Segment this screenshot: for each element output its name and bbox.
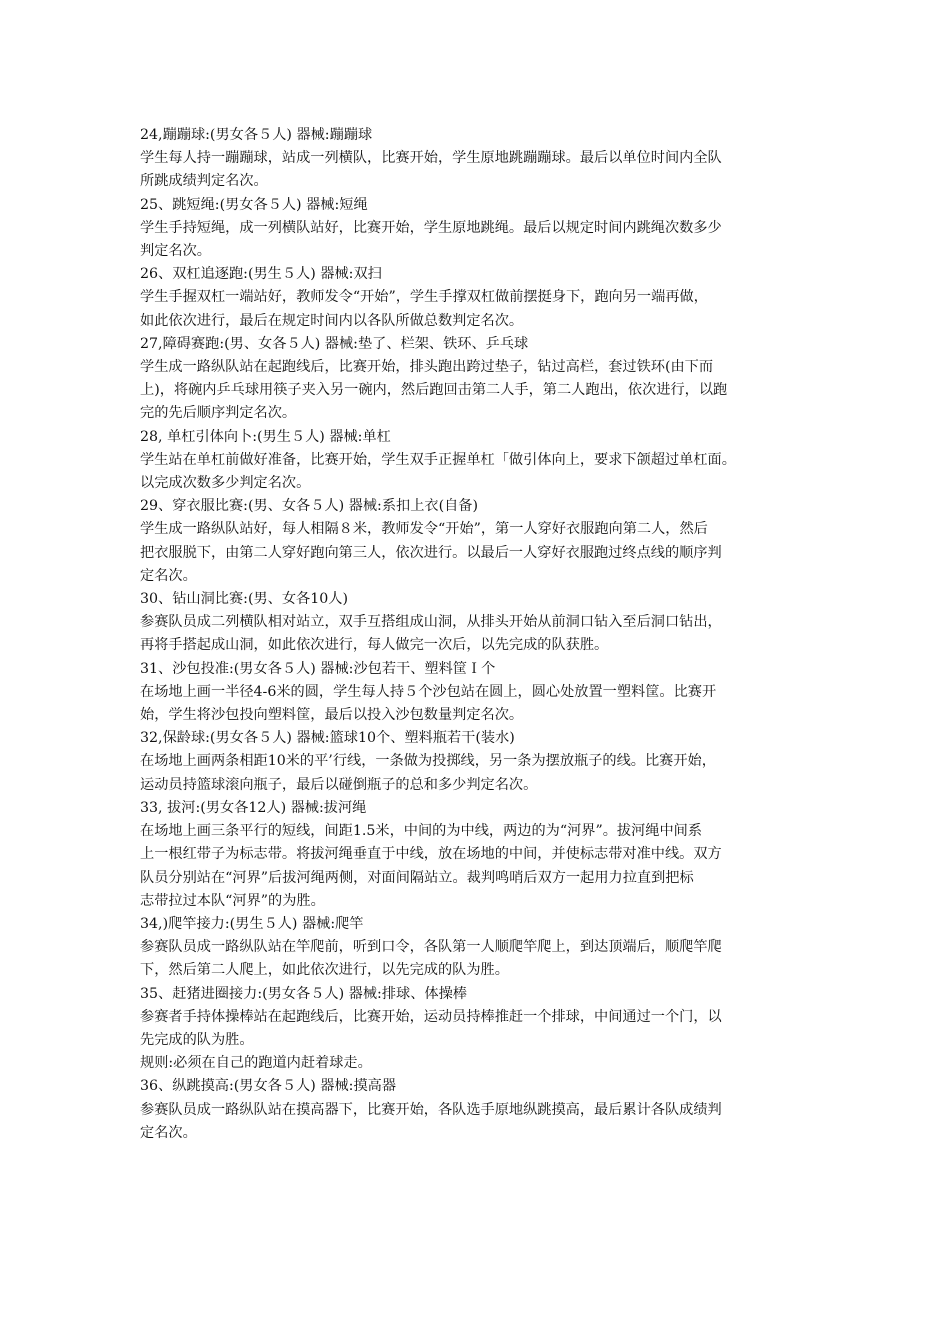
paragraph-27-line-1: 学生成一路纵队站在起跑线后，比赛开始，排头跑出跨过垫子，钻过高栏，套过铁环(由下而 — [140, 359, 714, 376]
paragraph-26-line-1: 学生手握双杠一端站好，教师发令“开始”，学生手撑双杠做前摆挺身下，跑向另一端再做， — [140, 289, 708, 306]
paragraph-24-line-2: 所跳成绩判定名次。 — [140, 173, 268, 190]
heading-34: 34,)爬竿接力:(男生５人) 器械:爬竿 — [140, 915, 364, 932]
paragraph-28-line-2: 以完成次数多少判定名次。 — [140, 475, 311, 492]
heading-24: 24,蹦蹦球:(男女各５人) 器械:蹦蹦球 — [140, 127, 373, 143]
paragraph-26-line-2: 如此依次进行，最后在规定时间内以各队所做总数判定名次。 — [140, 312, 524, 329]
paragraph-34-line-1: 参赛队员成一路纵队站在竿爬前，听到口令，各队第一人顺爬竿爬上，到达顶端后，顺爬竿爬 — [140, 939, 722, 956]
paragraph-33-line-2: 上一根红带子为标志带。将拔河绳垂直于中线，放在场地的中间，并使标志带对准中线。双方 — [140, 846, 722, 863]
paragraph-31-line-2: 始，学生将沙包投向塑料筐，最后以投入沙包数量判定名次。 — [140, 707, 524, 724]
paragraph-32-line-2: 运动员持篮球滚向瓶子，最后以碰倒瓶子的总和多少判定名次。 — [140, 776, 538, 793]
paragraph-33-line-3: 队员分别站在“河界”后拔河绳两侧，对面间隔站立。裁判鸣哨后双方一起用力拉直到把标 — [140, 869, 694, 886]
heading-31: 31、沙包投准:(男女各５人) 器械:沙包若干、塑料筐Ｉ个 — [140, 660, 496, 677]
heading-33: 33, 拔河:(男女各12人) 器械:拔河绳 — [140, 799, 367, 816]
paragraph-34-line-2: 下，然后第二人爬上，如此依次进行，以先完成的队为胜。 — [140, 962, 509, 979]
paragraph-25-line-1: 学生手持短绳，成一列横队站好，比赛开始，学生原地跳绳。最后以规定时间内跳绳次数多少 — [140, 219, 722, 236]
paragraph-27-line-2: 上)，将碗内乒乓球用筷子夹入另一碗内，然后跑回击第二人手，第二人跑出，依次进行，以跑 — [140, 382, 728, 399]
heading-25: 25、跳短绳:(男女各５人) 器械:短绳 — [140, 196, 368, 213]
paragraph-30-line-1: 参赛队员成二列横队相对站立，双手互搭组成山洞，从排头开始从前洞口钻入至后洞口钻出， — [140, 614, 722, 631]
heading-32: 32,保龄球:(男女各５人) 器械:篮球10个、塑料瓶若干(装水) — [140, 730, 515, 747]
document-body — [140, 124, 814, 1145]
paragraph-30-line-2: 再将手搭起成山洞，如此依次进行，每人做完一次后，以先完成的队获胜。 — [140, 637, 609, 654]
paragraph-29-line-3: 定名次。 — [140, 567, 197, 584]
paragraph-33-line-1: 在场地上画三条平行的短线，间距1.5米，中间的为中线，两边的为“河界”。拔河绳中间系 — [140, 823, 703, 840]
paragraph-35-line-2: 先完成的队为胜。 — [140, 1031, 254, 1048]
paragraph-28-line-1: 学生站在单杠前做好准备，比赛开始，学生双手正握单杠「做引体向上，要求下颌超过单杠面。 — [140, 451, 736, 468]
paragraph-33-line-4: 志带拉过本队“河界”的为胜。 — [140, 892, 325, 909]
paragraph-31-line-1: 在场地上画一半径4-6米的圆，学生每人持５个沙包站在圆上，圆心处放置一塑料筐。比赛开 — [140, 683, 717, 700]
heading-26: 26、双杠追逐跑:(男生５人) 器械:双扫 — [140, 266, 382, 283]
heading-29: 29、穿衣服比赛:(男、女各５人) 器械:系扣上衣(自备) — [140, 498, 479, 515]
heading-30: 30、钻山洞比赛:(男、女各10人) — [140, 591, 349, 608]
paragraph-24-line-1: 学生每人持一蹦蹦球，站成一列横队，比赛开始，学生原地跳蹦蹦球。最后以单位时间内全队 — [140, 150, 722, 167]
paragraph-35-line-1: 参赛者手持体操棒站在起跑线后，比赛开始，运动员持棒推赶一个排球，中间通过一个门，以 — [140, 1008, 722, 1025]
paragraph-36-line-2: 定名次。 — [140, 1124, 197, 1141]
paragraph-29-line-2: 把衣服脱下，由第二人穿好跑向第三人，依次进行。以最后一人穿好衣服跑过终点线的顺序判 — [140, 544, 722, 561]
heading-28: 28, 单杠引体向卜:(男生５人) 器械:单杠 — [140, 428, 391, 445]
heading-35: 35、赶猪进圈接力:(男女各５人) 器械:排球、体操棒 — [140, 985, 467, 1002]
heading-36: 36、纵跳摸高:(男女各５人) 器械:摸高器 — [140, 1078, 397, 1095]
paragraph-35-rule: 规则:必须在自己的跑道内赶着球走。 — [140, 1055, 372, 1072]
paragraph-32-line-1: 在场地上画两条相距10米的平’行线，一条做为投掷线，另一条为摆放瓶子的线。比赛开始， — [140, 753, 716, 770]
paragraph-29-line-1: 学生成一路纵队站好，每人相隔８米，教师发令“开始”，第一人穿好衣服跑向第二人，然后 — [140, 521, 708, 538]
paragraph-25-line-2: 判定名次。 — [140, 243, 211, 260]
heading-27: 27,障碍赛跑:(男、女各５人) 器械:垫了、栏架、铁环、乒乓球 — [140, 335, 529, 352]
paragraph-36-line-1: 参赛队员成一路纵队站在摸高器下，比赛开始，各队选手原地纵跳摸高，最后累计各队成绩判 — [140, 1101, 722, 1118]
paragraph-27-line-3: 完的先后顺序判定名次。 — [140, 405, 297, 422]
